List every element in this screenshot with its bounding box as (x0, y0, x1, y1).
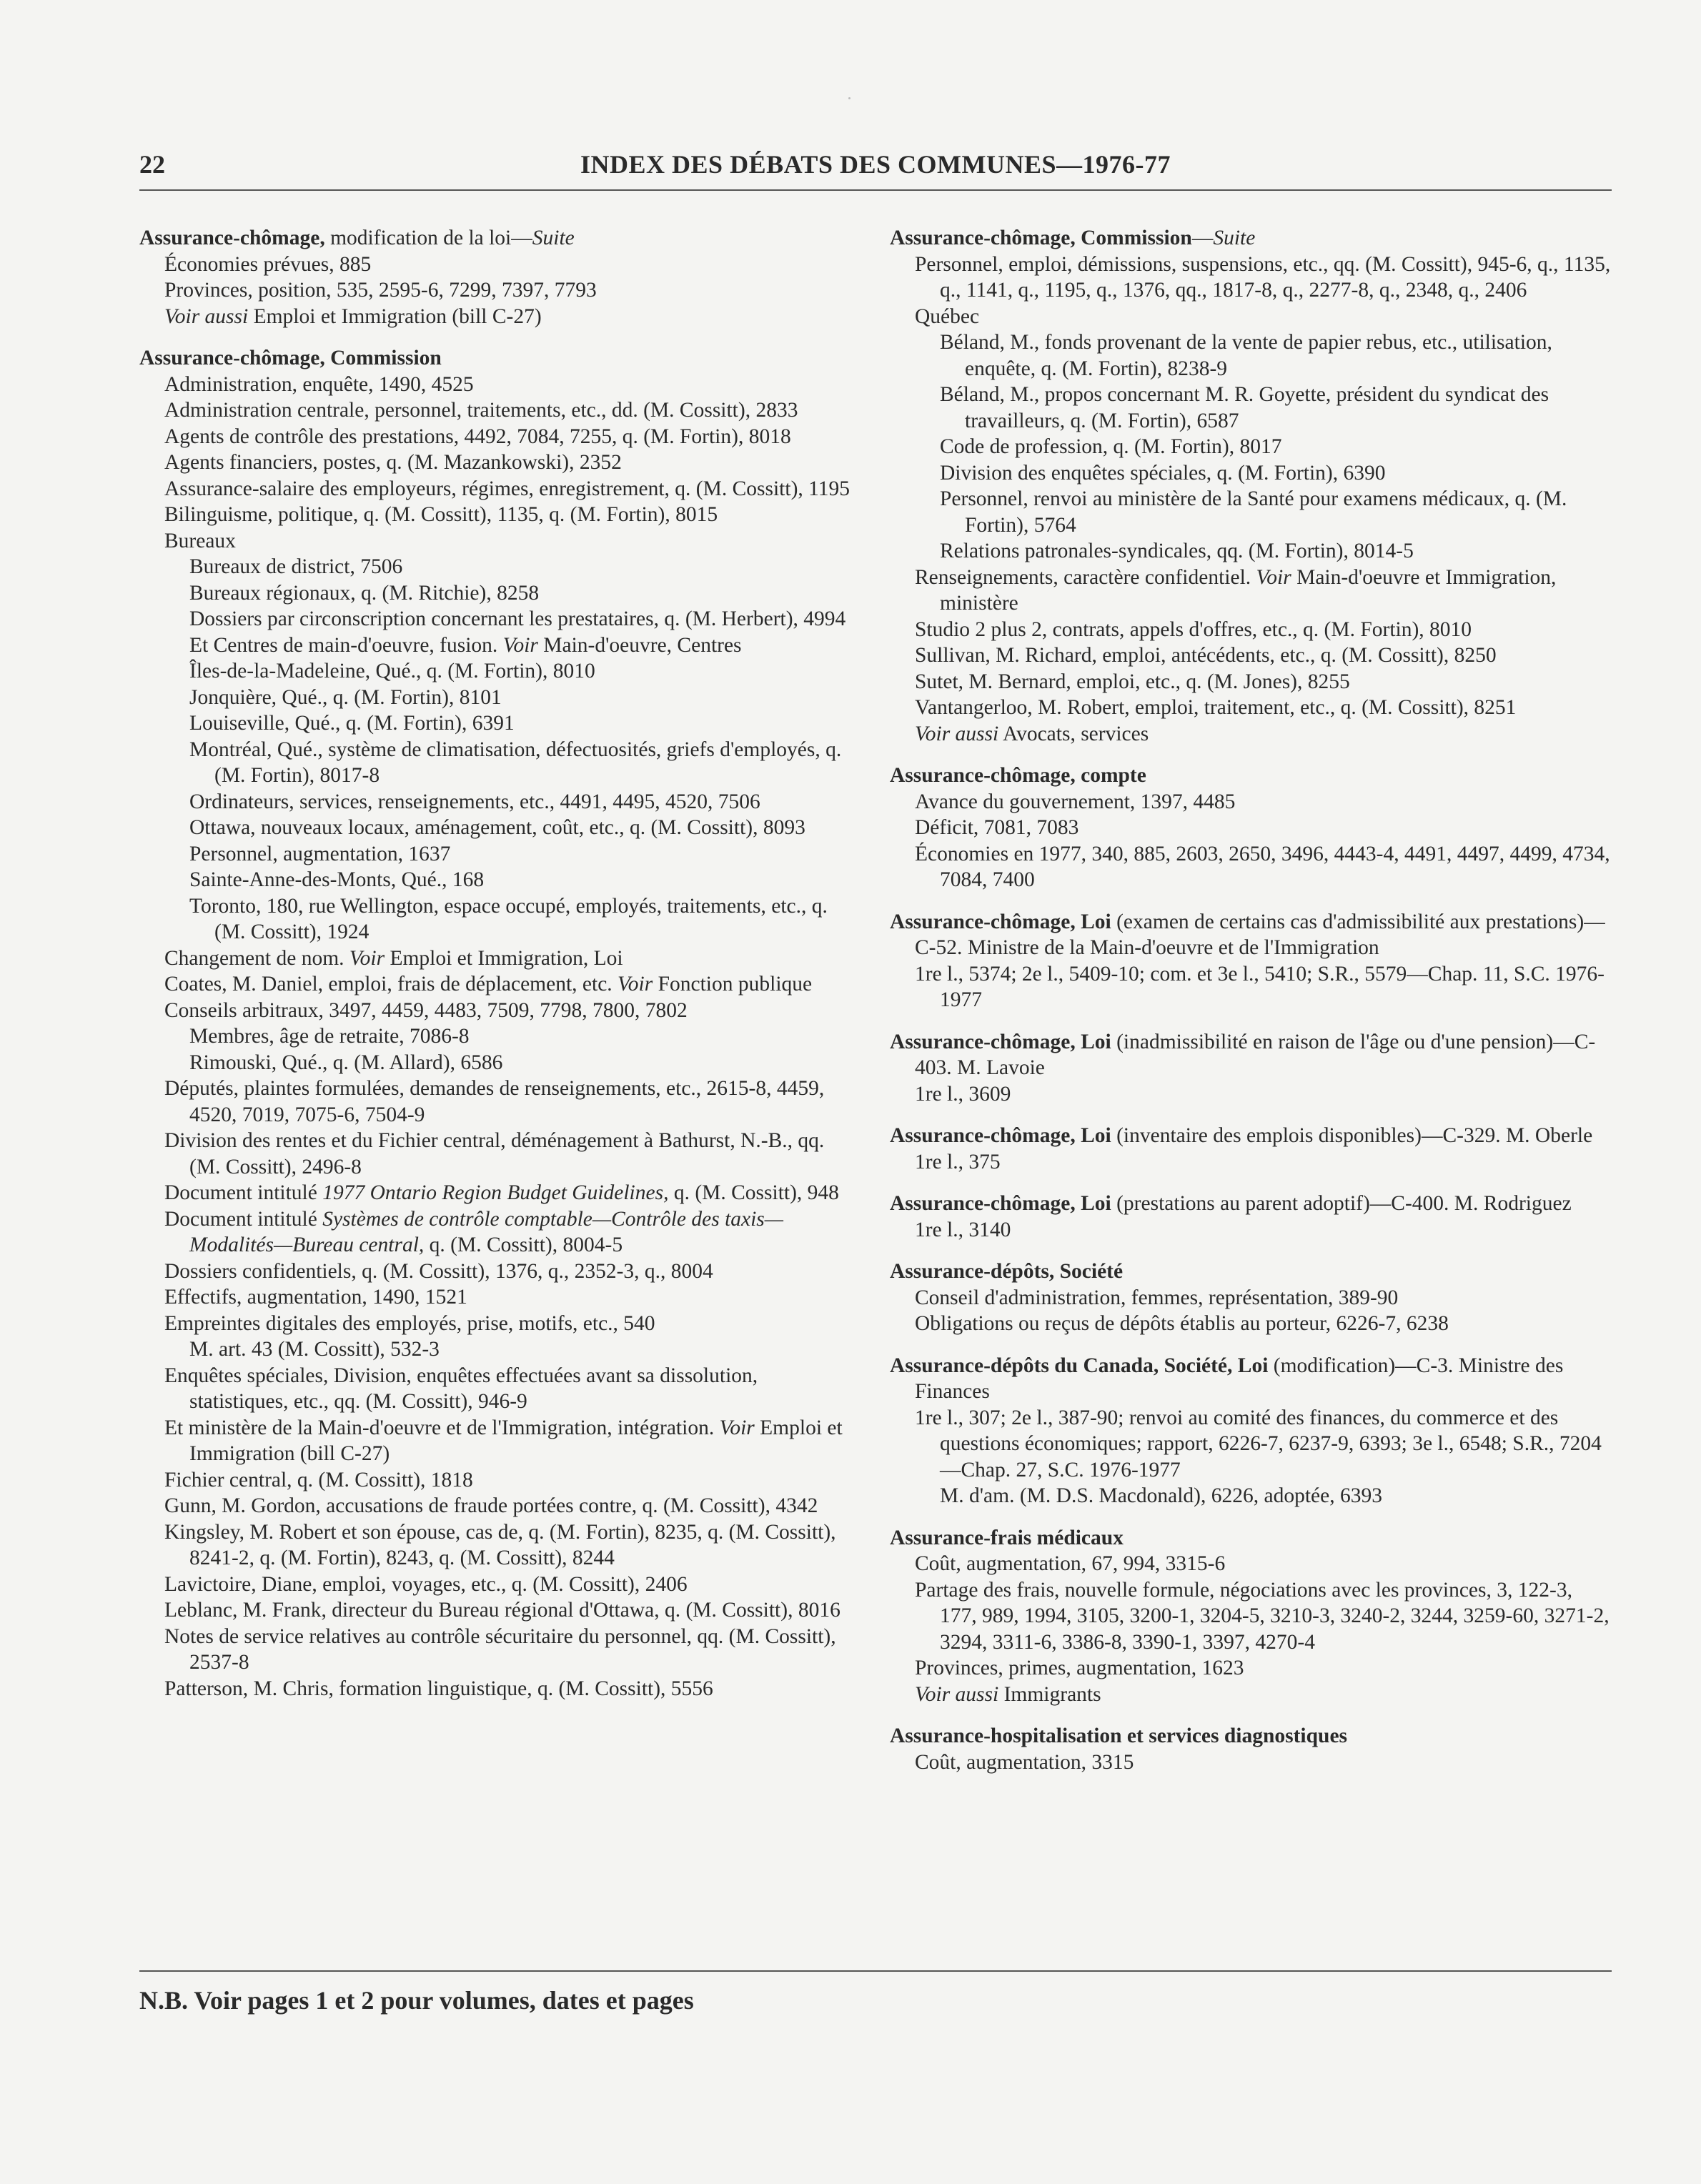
sub-subentry: Bureaux de district, 7506 (189, 555, 403, 578)
entry-heading: Assurance-chômage, Loi (inventaire des emplois disponibles)—C-329. M. Oberle (890, 1124, 1593, 1147)
subentry: Députés, plaintes formulées, demandes de renseignements, etc., 2615-8, 4459, 4520, 7019, 7075-6, 7504-9 (164, 1077, 825, 1126)
sub-subentry: M. d'am. (M. D.S. Macdonald), 6226, adoptée, 6393 (940, 1484, 1382, 1507)
index-entry (139, 345, 854, 1702)
subentry: Coût, augmentation, 67, 994, 3315-6 (915, 1552, 1226, 1575)
subentry: Voir aussi Immigrants (915, 1682, 1101, 1706)
index-column-right (890, 225, 1612, 1791)
index-entry (890, 1353, 1612, 1509)
sub-subentry: Louiseville, Qué., q. (M. Fortin), 6391 (189, 712, 515, 735)
subentry: Provinces, position, 535, 2595-6, 7299, 7397, 7793 (164, 279, 597, 302)
sub-subentry: Dossiers par circonscription concernant les prestataires, q. (M. Herbert), 4994 (189, 607, 846, 630)
subentry: Obligations ou reçus de dépôts établis au porteur, 6226-7, 6238 (915, 1312, 1449, 1335)
sub-subentry: Rimouski, Qué., q. (M. Allard), 6586 (189, 1051, 503, 1074)
entry-heading: Assurance-chômage, Loi (inadmissibilité en raison de l'âge ou d'une pension)—C-403. M. Lavoie (890, 1030, 1596, 1079)
subentry: Vantangerloo, M. Robert, emploi, traitement, etc., q. (M. Cossitt), 8251 (915, 696, 1517, 719)
entry-heading: Assurance-chômage, Commission—Suite (890, 227, 1256, 249)
subentry: Lavictoire, Diane, emploi, voyages, etc., q. (M. Cossitt), 2406 (164, 1572, 688, 1596)
index-column-left (139, 225, 854, 1717)
subentry: Conseil d'administration, femmes, représentation, 389-90 (915, 1286, 1399, 1309)
index-entry (890, 1029, 1612, 1108)
page-number: 22 (139, 150, 165, 179)
subentry: Personnel, emploi, démissions, suspensions, etc., qq. (M. Cossitt), 945-6, q., 1135, q., 1141, q., 1195, q., 1376, qq., 1817-8, q., 2277-8, q., 2348, q., 2406 (915, 252, 1611, 302)
subentry: Fichier central, q. (M. Cossitt), 1818 (164, 1468, 473, 1491)
scan-speck (848, 97, 850, 99)
subentry: Studio 2 plus 2, contrats, appels d'offres, etc., q. (M. Fortin), 8010 (915, 617, 1472, 641)
index-entry (890, 1259, 1612, 1337)
sub-subentry: Ordinateurs, services, renseignements, etc., 4491, 4495, 4520, 7506 (189, 790, 760, 813)
subentry: Bilinguisme, politique, q. (M. Cossitt), 1135, q. (M. Fortin), 8015 (164, 503, 718, 526)
sub-subentry: Ottawa, nouveaux locaux, aménagement, coût, etc., q. (M. Cossitt), 8093 (189, 816, 805, 839)
subentry: 1re l., 3140 (915, 1218, 1011, 1241)
subentry: Gunn, M. Gordon, accusations de fraude portées contre, q. (M. Cossitt), 4342 (164, 1494, 818, 1517)
page-header (139, 147, 1612, 191)
sub-subentry: Jonquière, Qué., q. (M. Fortin), 8101 (189, 685, 502, 709)
sub-subentry: Montréal, Qué., système de climatisation, défectuosités, griefs d'employés, q. (M. Fortin), 8017-8 (189, 738, 842, 787)
sub-subentry: M. art. 43 (M. Cossitt), 532-3 (189, 1338, 440, 1361)
index-entry (890, 763, 1612, 893)
subentry: Notes de service relatives au contrôle sécuritaire du personnel, qq. (M. Cossitt), 2537-8 (164, 1624, 836, 1674)
sub-subentry: Îles-de-la-Madeleine, Qué., q. (M. Fortin), 8010 (189, 660, 595, 682)
footer-divider (139, 1970, 1612, 1972)
subentry: Document intitulé Systèmes de contrôle comptable—Contrôle des taxis—Modalités—Bureau central, q. (M. Cossitt), 8004-5 (164, 1207, 784, 1256)
entry-heading: Assurance-chômage, compte (890, 764, 1146, 787)
entry-heading: Assurance-chômage, Commission (139, 347, 442, 369)
subentry: Empreintes digitales des employés, prise, motifs, etc., 540 (164, 1311, 655, 1335)
subentry: Division des rentes et du Fichier central, déménagement à Bathurst, N.-B., qq. (M. Cossitt), 2496-8 (164, 1129, 825, 1178)
entry-heading: Assurance-dépôts du Canada, Société, Loi (modification)—C-3. Ministre des Finances (890, 1354, 1564, 1403)
entry-heading: Assurance-dépôts, Société (890, 1260, 1124, 1283)
sub-subentry: Et Centres de main-d'oeuvre, fusion. Voir Main-d'oeuvre, Centres (189, 633, 742, 657)
subentry: Partage des frais, nouvelle formule, négociations avec les provinces, 3, 122-3, 177, 989, 1994, 3105, 3200-1, 3204-5, 3210-3, 3240-2, 3244, 3259-60, 3271-2, 3294, 3311-6, 3386-8, 3390-1, 3397, 4270-4 (915, 1578, 1610, 1654)
index-entry (890, 1525, 1612, 1708)
subentry: Dossiers confidentiels, q. (M. Cossitt), 1376, q., 2352-3, q., 8004 (164, 1259, 713, 1283)
running-title: INDEX DES DÉBATS DES COMMUNES—1976-77 (580, 150, 1171, 179)
subentry: Assurance-salaire des employeurs, régimes, enregistrement, q. (M. Cossitt), 1195 (164, 477, 850, 500)
subentry: Voir aussi Avocats, services (915, 722, 1149, 745)
subentry: Conseils arbitraux, 3497, 4459, 4483, 7509, 7798, 7800, 7802 (164, 998, 688, 1022)
index-entry (890, 1191, 1612, 1243)
sub-subentry: Béland, M., fonds provenant de la vente de papier rebus, etc., utilisation, enquête, q. (M. Fortin), 8238-9 (940, 331, 1552, 380)
subentry: Administration, enquête, 1490, 4525 (164, 372, 474, 396)
subentry: Avance du gouvernement, 1397, 4485 (915, 790, 1236, 813)
subentry: Changement de nom. Voir Emploi et Immigration, Loi (164, 946, 623, 970)
subentry: Agents de contrôle des prestations, 4492, 7084, 7255, q. (M. Fortin), 8018 (164, 425, 791, 448)
subentry: Sullivan, M. Richard, emploi, antécédents, etc., q. (M. Cossitt), 8250 (915, 644, 1497, 667)
subentry: Kingsley, M. Robert et son épouse, cas de, q. (M. Fortin), 8235, q. (M. Cossitt), 8241-2, q. (M. Fortin), 8243, q. (M. Cossitt), 8244 (164, 1520, 836, 1569)
subentry: 1re l., 375 (915, 1150, 1001, 1173)
subentry: Document intitulé 1977 Ontario Region Budget Guidelines, q. (M. Cossitt), 948 (164, 1181, 839, 1204)
subentry: Coates, M. Daniel, emploi, frais de déplacement, etc. Voir Fonction publique (164, 973, 813, 996)
sub-subentry: Code de profession, q. (M. Fortin), 8017 (940, 435, 1282, 458)
entry-heading: Assurance-frais médicaux (890, 1526, 1124, 1549)
subentry: Voir aussi Emploi et Immigration (bill C-27) (164, 304, 542, 328)
entry-heading: Assurance-hospitalisation et services diagnostiques (890, 1724, 1348, 1747)
entry-heading: Assurance-chômage, Loi (examen de certains cas d'admissibilité aux prestations)—C-52. Ministre de la Main-d'oeuvre et de l'Immigration (890, 910, 1605, 959)
sub-subentry: Bureaux régionaux, q. (M. Ritchie), 8258 (189, 581, 540, 605)
sub-subentry: Toronto, 180, rue Wellington, espace occupé, employés, traitements, etc., q. (M. Cossitt), 1924 (189, 894, 828, 943)
subentry: Déficit, 7081, 7083 (915, 816, 1079, 839)
subentry: Sutet, M. Bernard, emploi, etc., q. (M. Jones), 8255 (915, 670, 1350, 693)
sub-subentry: Membres, âge de retraite, 7086-8 (189, 1025, 470, 1048)
index-entry (890, 1123, 1612, 1175)
subentry: Bureaux (164, 529, 236, 552)
subentry: 1re l., 5374; 2e l., 5409-10; com. et 3e l., 5410; S.R., 5579—Chap. 11, S.C. 1976-1977 (915, 962, 1605, 1011)
subentry: Administration centrale, personnel, traitements, etc., dd. (M. Cossitt), 2833 (164, 399, 798, 422)
subentry: Québec (915, 304, 980, 328)
sub-subentry: Division des enquêtes spéciales, q. (M. Fortin), 6390 (940, 461, 1386, 485)
subentry: Économies prévues, 885 (164, 252, 372, 276)
sub-subentry: Relations patronales-syndicales, qq. (M. Fortin), 8014-5 (940, 540, 1414, 562)
subentry: Agents financiers, postes, q. (M. Mazankowski), 2352 (164, 451, 622, 474)
index-entry (890, 1723, 1612, 1775)
entry-heading: Assurance-chômage, modification de la loi—Suite (139, 227, 575, 249)
sub-subentry: Personnel, renvoi au ministère de la Santé pour examens médicaux, q. (M. Fortin), 5764 (940, 487, 1567, 537)
subentry: 1re l., 3609 (915, 1082, 1011, 1106)
subentry: Patterson, M. Chris, formation linguistique, q. (M. Cossitt), 5556 (164, 1677, 713, 1700)
subentry: Enquêtes spéciales, Division, enquêtes effectuées avant sa dissolution, statistiques, etc., qq. (M. Cossitt), 946-9 (164, 1364, 758, 1413)
footer-note: N.B. Voir pages 1 et 2 pour volumes, dates et pages (139, 1986, 694, 2015)
sub-subentry: Béland, M., propos concernant M. R. Goyette, président du syndicat des travailleurs, q. (M. Fortin), 6587 (940, 383, 1549, 432)
entry-heading: Assurance-chômage, Loi (prestations au parent adoptif)—C-400. M. Rodriguez (890, 1192, 1572, 1215)
sub-subentry: Sainte-Anne-des-Monts, Qué., 168 (189, 868, 485, 891)
subentry: Coût, augmentation, 3315 (915, 1750, 1134, 1774)
subentry: Provinces, primes, augmentation, 1623 (915, 1657, 1244, 1679)
subentry: Économies en 1977, 340, 885, 2603, 2650, 3496, 4443-4, 4491, 4497, 4499, 4734, 7084, 7400 (915, 842, 1610, 891)
subentry: Leblanc, M. Frank, directeur du Bureau régional d'Ottawa, q. (M. Cossitt), 8016 (164, 1599, 840, 1622)
index-entry (890, 225, 1612, 747)
subentry: Et ministère de la Main-d'oeuvre et de l'Immigration, intégration. Voir Emploi et Immigration (bill C-27) (164, 1416, 843, 1465)
sub-subentry: Personnel, augmentation, 1637 (189, 842, 451, 865)
index-entry (139, 225, 854, 329)
index-entry (890, 909, 1612, 1013)
subentry: Effectifs, augmentation, 1490, 1521 (164, 1286, 467, 1309)
subentry: 1re l., 307; 2e l., 387-90; renvoi au comité des finances, du commerce et des questions économiques; rapport, 6226-7, 6237-9, 6393; 3e l., 6548; S.R., 7204—Chap. 27, S.C. 1976-1977 (915, 1406, 1602, 1481)
subentry: Renseignements, caractère confidentiel. Voir Main-d'oeuvre et Immigration, ministère (915, 565, 1557, 615)
